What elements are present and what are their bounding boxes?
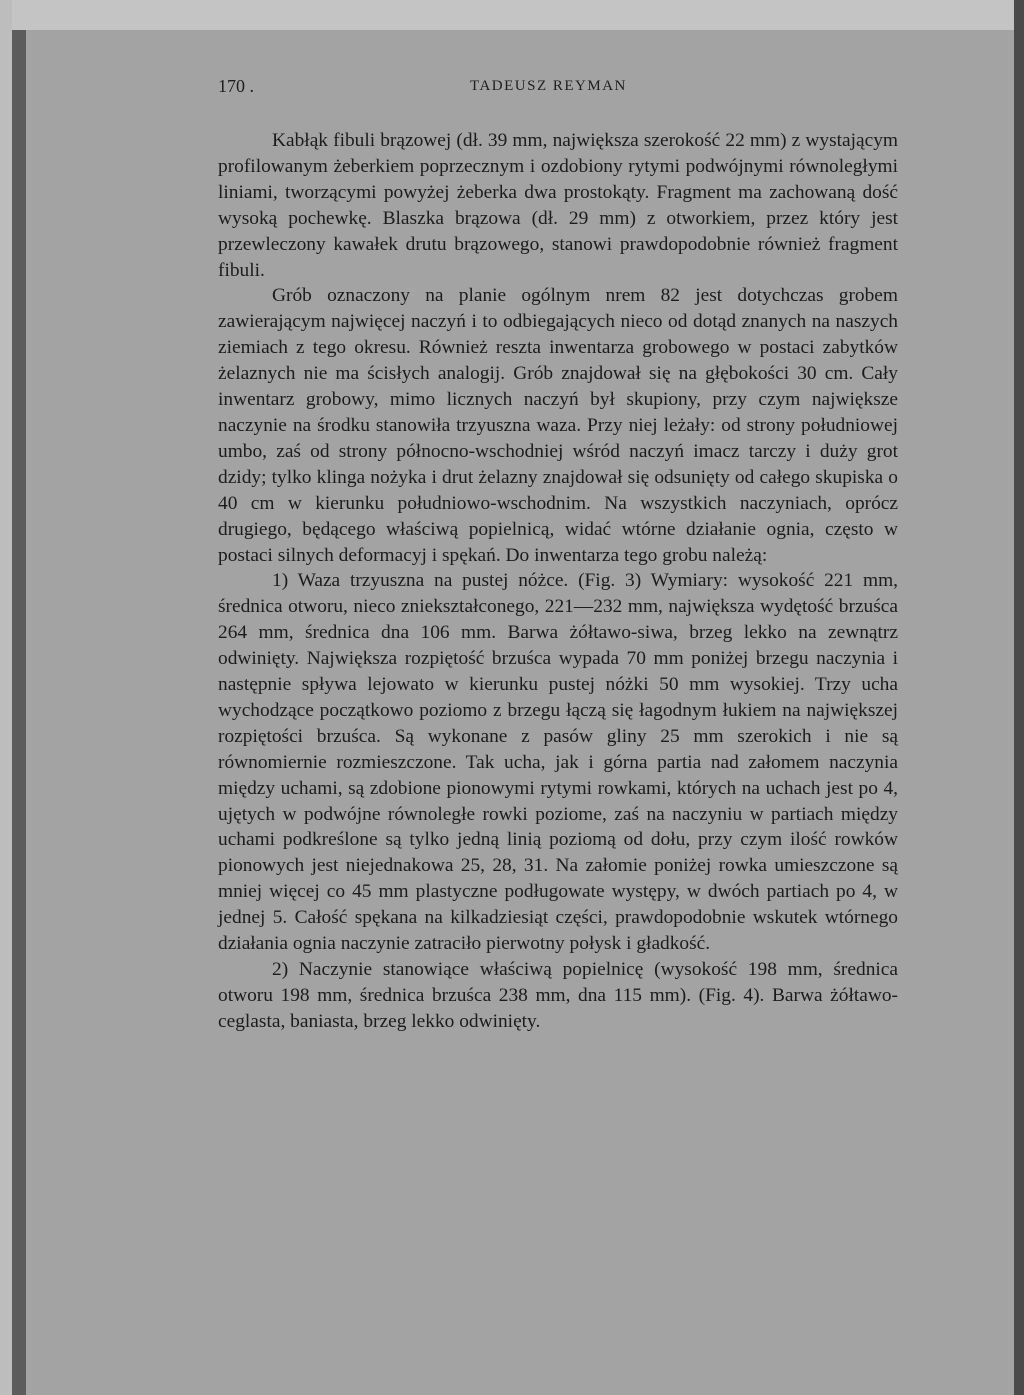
scan-border-right bbox=[1014, 0, 1024, 1395]
paragraph-item-1-vase: 1) Waza trzyuszna na pustej nóżce. (Fig. 3) Wymiary: wysokość 221 mm, średnica otworu, nieco zniekształconego, 221—232 mm, największa wydętość brzuśca 264 mm, średnica dna 106 mm. Barwa żółtawo-siwa, brzeg lekko na zewnątrz odwinięty. Największa rozpiętość brzuśca wypada 70 mm poniżej brzegu naczynia i następnie spływa lejowato w kierunku pustej nóżki 50 mm wysokiej. Trzy ucha wychodzące początkowo poziomo z brzegu łączą się łagodnym łukiem na największej rozpiętości brzuśca. Są wykonane z pasów gliny 25 mm szerokich i nie są równomiernie rozmieszczone. Tak ucha, jak i górna partia nad załomem naczynia między uchami, są zdobione pionowymi rytymi rowkami, których na uchach jest po 4, ujętych w podwójne równoległe rowki poziome, zaś na naczyniu w partiach między uchami podkreślone są tylko jedną linią poziomą od dołu, przy czym ilość rowków pionowych jest niejednakowa 25, 28, 31. Na załomie poniżej rowka umieszczone są mniej więcej co 45 mm plastyczne podługowate występy, w dwóch partiach po 4, w jednej 5. Całość spękana na kilkadziesiąt części, prawdopodobnie wskutek wtórnego działania ognia naczynie zatraciło pierwotny połysk i gładkość. bbox=[218, 570, 898, 955]
paragraph-grave-82: Grób oznaczony na planie ogólnym nrem 82 jest dotychczas grobem zawierającym najwięcej naczyń i to odbiegających nieco od dotąd znanych na naszych ziemiach z tego okresu. Również reszta inwentarza grobowego w postaci zabytków żelaznych nie ma ścisłych analogij. Grób znajdował się na głębokości 30 cm. Cały inwentarz grobowy, mimo licznych naczyń był skupiony, przy czym największe naczynie na środku stanowiła trzyuszna waza. Przy niej leżały: od strony południowej umbo, zaś od strony północno-wschodniej wśród naczyń imacz tarczy i duży grot dzidy; tylko klinga nożyka i drut żelazny znajdował się odsunięty od całego skupiska o 40 cm w kierunku południowo-wschodnim. Na wszystkich naczyniach, oprócz drugiego, będącego właściwą popielnicą, widać wtórne działanie ognia, często w postaci silnych deformacyj i spękań. Do inwentarza tego grobu należą: bbox=[218, 285, 898, 566]
page-shadow-left bbox=[12, 30, 26, 1395]
scan-border-left bbox=[0, 0, 12, 1395]
running-head: TADEUSZ REYMAN bbox=[470, 78, 627, 94]
scan-border-top bbox=[0, 0, 1024, 30]
page-number: 170 . bbox=[218, 76, 254, 96]
paragraph-item-2-urn: 2) Naczynie stanowiące właściwą popielnicę (wysokość 198 mm, średnica otworu 198 mm, średnica brzuśca 238 mm, dna 115 mm). (Fig. 4). Barwa żółtawo-ceglasta, baniasta, brzeg lekko odwinięty. bbox=[218, 959, 898, 1032]
paragraph-fibula: Kabłąk fibuli brązowej (dł. 39 mm, największa szerokość 22 mm) z wystającym profilowanym żeberkiem poprzecznym i ozdobiony rytymi podwójnymi równoległymi liniami, tworzącymi powyżej żeberka dwa prostokąty. Fragment ma zachowaną dość wysoką pochewkę. Blaszka brązowa (dł. 29 mm) z otworkiem, przez który jest przewleczony kawałek drutu brązowego, stanowi prawdopodobnie również fragment fibuli. bbox=[218, 130, 898, 281]
body-text bbox=[218, 128, 898, 1035]
